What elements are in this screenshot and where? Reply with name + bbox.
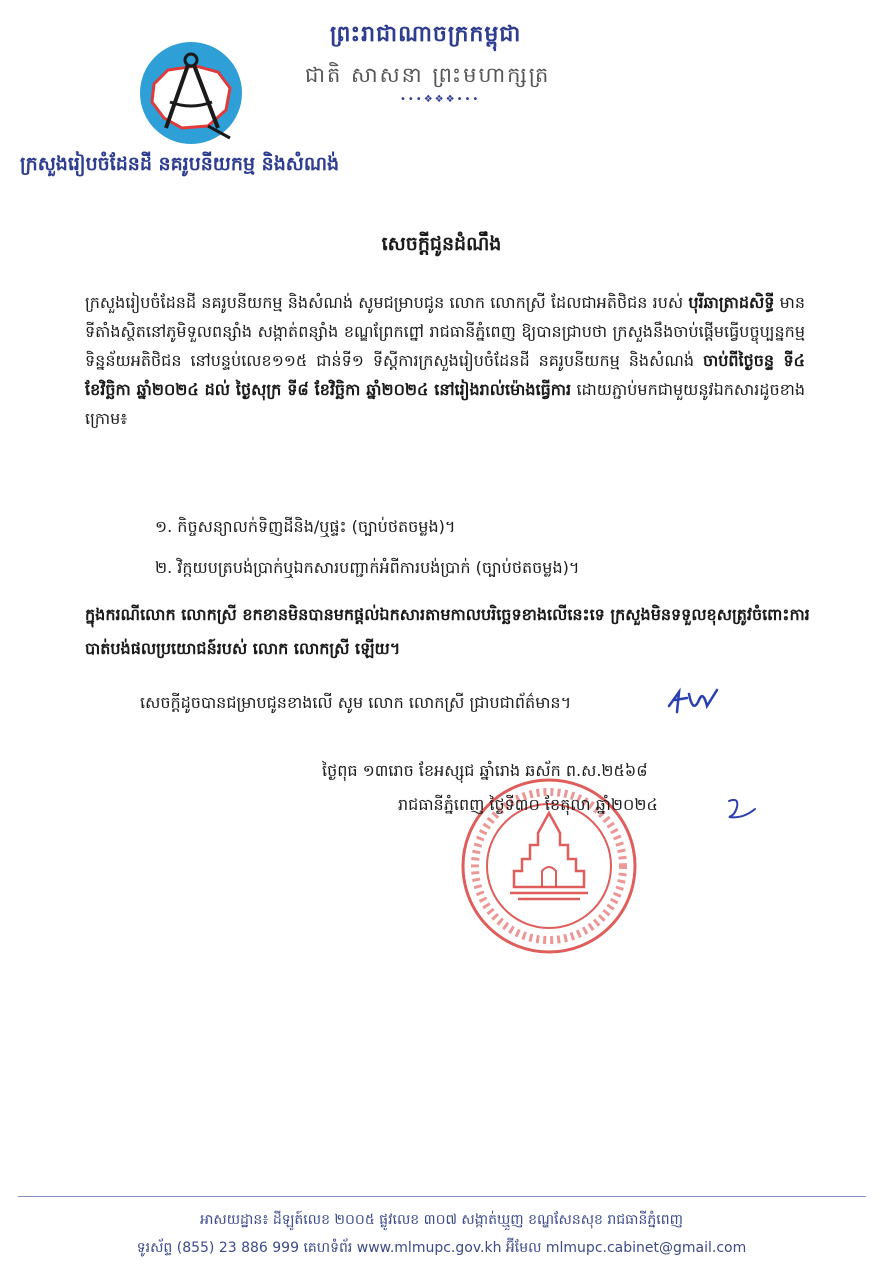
footer-address: អាសយដ្ឋាន៖ ដីឡូត៍លេខ ២០០៥ ផ្លូវលេខ ៣០៧ សង្កាត់ឃ្មួញ ខណ្ឌសែនសុខ រាជធានីភ្នំពេញ <box>200 1212 683 1228</box>
solar-date: រាជធានីភ្នំពេញ ថ្ងៃទី៣០ ខែតុលា ឆ្នាំ២០២៤ <box>398 795 658 814</box>
national-motto: ជាតិ សាសនា ព្រះមហាក្សត្រ <box>305 63 551 87</box>
closing-text: សេចក្តីដូចបានជម្រាបជូនខាងលើ សូម លោក លោកស្រី ជ្រាបជាព័ត៌មាន។ <box>140 693 572 712</box>
ministry-name: ក្រសួងរៀបចំដែនដី នគរូបនីយកម្ម និងសំណង់ <box>20 153 340 175</box>
initial-signature <box>665 686 725 718</box>
document-title: សេចក្តីជូនដំណឹង <box>381 233 502 255</box>
update-period: ចាប់ពីថ្ងៃចន្ទ ទី៤ ខែវិច្ឆិកា ឆ្នាំ២០២៤ ដល់ ថ្ងៃសុក្រ ទី៨ ខែវិច្ឆិកា ឆ្នាំ២០២៤ នៅរៀងរាល់ម៉ោងធ្វើការ <box>85 351 806 399</box>
company-name: បុរីឆាត្រាដសិទ្ធី <box>688 293 775 312</box>
required-document-2: ២. វិក្កយបត្របង់ប្រាក់ឬឯកសារបញ្ជាក់អំពីការបង់ប្រាក់ (ច្បាប់ថតចម្លង)។ <box>155 558 580 577</box>
body-text-2: មានទីតាំងស្ថិតនៅភូមិទួលពន្សាំង សង្កាត់ពន្សាំង ខណ្ឌព្រែកព្នៅ រាជធានីភ្នំពេញ ឱ្យបានជ្រាបថា ក្រសួងនឹងចាប់ផ្តើមធ្វើបច្ចុប្បន្នកម្មទិន្នន័យអតិថិជន នៅបន្ទប់លេខ១១៥ ជាន់ទី១ ទីស្តីការក្រសួងរៀបចំដែនដី នគរូបនីយកម្ម និងសំណង់ <box>85 293 805 370</box>
footer-contact: ទូរស័ព្ទ (855) 23 886 999 គេហទំព័រ www.mlmupc.gov.kh អ៊ីមែល mlmupc.cabinet@gmail.com <box>136 1240 747 1256</box>
notice-body <box>85 288 805 433</box>
signature-flourish <box>725 795 759 821</box>
body-text-1: ក្រសួងរៀបចំដែនដី នគរូបនីយកម្ម និងសំណង់ សូមជម្រាបជូន លោក លោកស្រី ដែលជាអតិថិជន របស់ <box>85 293 689 312</box>
warning-text: ក្នុងករណីលោក លោកស្រី ខកខានមិនបានមកផ្តល់ឯកសារតាមកាលបរិច្ឆេទខាងលើនេះទេ ក្រសួងមិនទទួលខុសត្រូវចំពោះការបាត់បង់ផលប្រយោជន៍របស់ លោក លោកស្រី ឡើយ។ <box>85 605 810 658</box>
lunar-date: ថ្ងៃពុធ ១៣រោច ខែអស្សុជ ឆ្នាំរោង ឆស័ក ព.ស.២៥៦៨ <box>322 761 648 780</box>
kingdom-title: ព្រះរាជាណាចក្រកម្ពុជា <box>330 22 522 47</box>
motto-ornament: •••❖❖❖••• <box>400 94 481 105</box>
ministry-logo <box>138 40 244 146</box>
footer-divider <box>18 1196 866 1197</box>
body-text-3: ដោយភ្ជាប់មកជាមួយនូវឯកសារដូចខាងក្រោម៖ <box>85 380 805 428</box>
required-document-1: ១. កិច្ចសន្យាលក់ទិញដីនិង/ឬផ្ទះ (ច្បាប់ថតចម្លង)។ <box>155 517 456 536</box>
